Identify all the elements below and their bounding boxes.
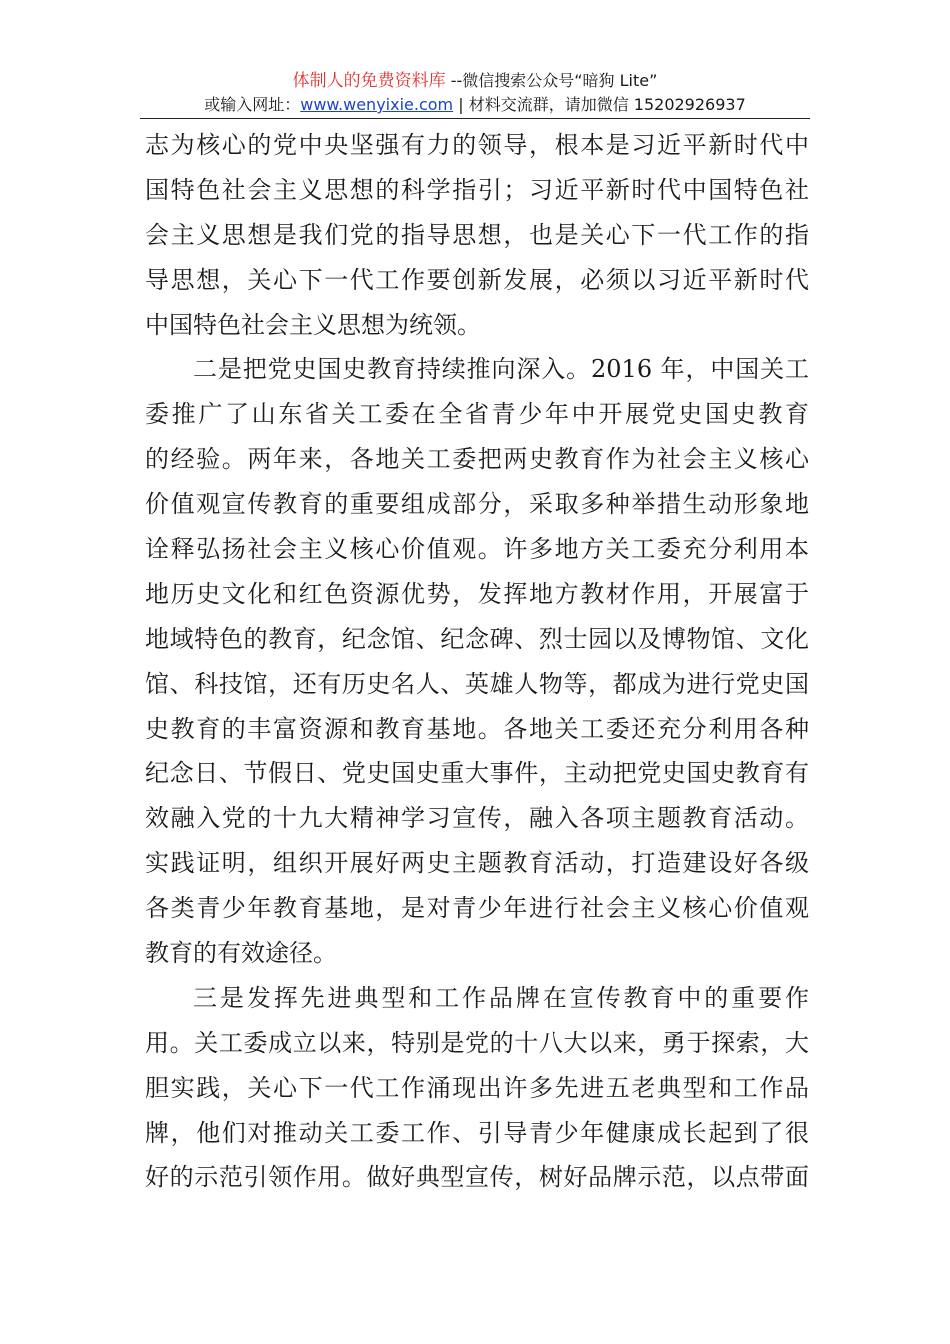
text-line: 用。关工委成立以来，特别是党的十八大以来，勇于探索，大 [145, 1028, 809, 1057]
text-line: 地域特色的教育，纪念馆、纪念碑、烈士园以及博物馆、文化 [145, 624, 809, 653]
text-line: 国特色社会主义思想的科学指引；习近平新时代中国特色社 [145, 175, 809, 204]
header-url-prefix: 或输入网址： [204, 95, 301, 114]
header-line-2 [140, 94, 810, 116]
text-line: 委推广了山东省关工委在全省青少年中开展党史国史教育 [145, 400, 809, 429]
text-line: 胆实践，关心下一代工作涌现出许多先进五老典型和工作品 [145, 1073, 809, 1102]
header-wechat-note: --微信搜索公众号“暗狗 Lite” [445, 71, 658, 90]
text-line: 效融入党的十九大精神学习宣传，融入各项主题教育活动。 [145, 804, 809, 833]
text-line: 好的示范引领作用。做好典型宣传，树好品牌示范，以点带面 [145, 1163, 809, 1192]
paragraph-start-line: 三是发挥先进典型和工作品牌在宣传教育中的重要作 [193, 983, 809, 1012]
text-line: 导思想，关心下一代工作要创新发展，必须以习近平新时代 [145, 265, 809, 294]
header-website-link[interactable]: www.wenyixie.com [300, 95, 454, 114]
header-brand: 体制人的免费资料库 [292, 71, 446, 91]
text-line: 教育的有效途径。 [145, 939, 337, 968]
document-body [145, 123, 809, 1200]
text-line: 地历史文化和红色资源优势，发挥地方教材作用，开展富于 [145, 579, 809, 608]
text-line: 各类青少年教育基地，是对青少年进行社会主义核心价值观 [145, 894, 809, 923]
paragraph-start-line: 二是把党史国史教育持续推向深入。2016 年，中国关工 [193, 355, 809, 384]
text-line: 的经验。两年来，各地关工委把两史教育作为社会主义核心 [145, 445, 809, 474]
text-line: 史教育的丰富资源和教育基地。各地关工委还充分利用各种 [145, 714, 809, 743]
text-line: 会主义思想是我们党的指导思想，也是关心下一代工作的指 [145, 220, 809, 249]
text-line: 诠释弘扬社会主义核心价值观。许多地方关工委充分利用本 [145, 535, 809, 564]
text-line: 牌，他们对推动关工委工作、引导青少年健康成长起到了很 [145, 1118, 809, 1147]
text-line: 纪念日、节假日、党史国史重大事件，主动把党史国史教育有 [145, 759, 809, 788]
header-contact-note: | 材料交流群，请加微信 15202926937 [453, 95, 746, 114]
page-header [140, 70, 810, 116]
text-line: 志为核心的党中央坚强有力的领导，根本是习近平新时代中 [145, 131, 809, 159]
text-line: 价值观宣传教育的重要组成部分，采取多种举措生动形象地 [145, 490, 809, 519]
header-line-1 [140, 70, 810, 92]
header-divider [140, 118, 810, 119]
text-line: 实践证明，组织开展好两史主题教育活动，打造建设好各级 [145, 849, 809, 878]
text-line: 中国特色社会主义思想为统领。 [145, 310, 481, 339]
text-line: 馆、科技馆，还有历史名人、英雄人物等，都成为进行党史国 [145, 669, 809, 698]
